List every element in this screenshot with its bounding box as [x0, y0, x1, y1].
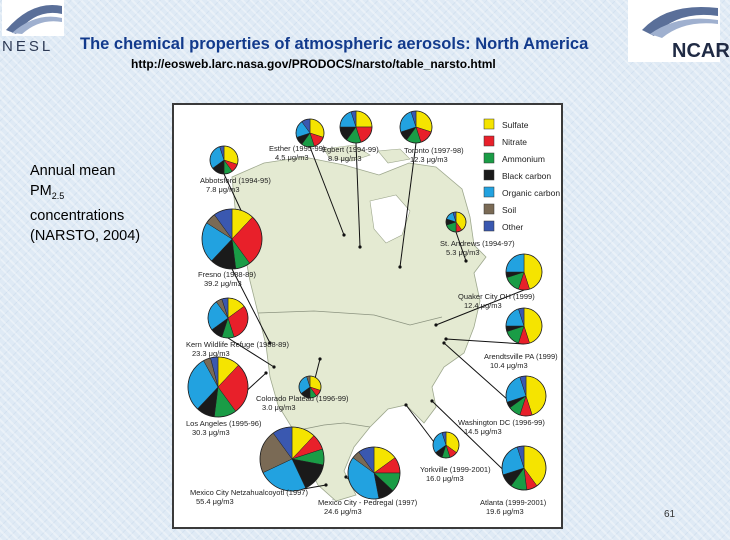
site-marker-yorkville-1999-2001	[404, 403, 407, 406]
site-value-arendtsville-pa-1999: 10.4 μg/m3	[490, 361, 528, 370]
slide-title: The chemical properties of atmospheric aerosols: North America	[80, 35, 589, 53]
aerosol-map	[174, 105, 561, 527]
legend-swatch-organic-carbon	[484, 187, 494, 197]
pie-washington-dc-1996-99	[506, 376, 546, 416]
site-name-colorado-plateau-1996-99: Colorado Plateau (1996-99)	[256, 394, 349, 403]
site-name-washington-dc-1996-99: Washington DC (1996-99)	[458, 418, 545, 427]
site-marker-toronto-1997-98	[398, 265, 401, 268]
site-marker-esther-1995-99	[342, 233, 345, 236]
site-name-atlanta-1999-2001: Atlanta (1999-2001)	[480, 498, 547, 507]
legend-label-nitrate: Nitrate	[502, 137, 528, 147]
pie-quaker-city-oh-1999	[506, 254, 542, 290]
site-value-kern-wildlife-refuge-1988-89: 23.3 μg/m3	[192, 349, 230, 358]
nesl-logo	[0, 0, 66, 64]
legend-swatch-black-carbon	[484, 170, 494, 180]
pie-esther-1995-99	[296, 119, 324, 147]
site-name-kern-wildlife-refuge-1988-89: Kern Wildlife Refuge (1988-89)	[186, 340, 289, 349]
site-marker-st-andrews-1994-97	[464, 259, 467, 262]
caption-line-3: concentrations	[30, 207, 125, 224]
site-value-yorkville-1999-2001: 16.0 μg/m3	[426, 474, 464, 483]
site-marker-arendtsville-pa-1999	[444, 337, 447, 340]
site-name-toronto-1997-98: Toronto (1997-98)	[404, 146, 464, 155]
legend-swatch-soil	[484, 204, 494, 214]
legend-swatch-nitrate	[484, 136, 494, 146]
legend-label-organic-carbon: Organic carbon	[502, 188, 561, 198]
site-marker-egbert-1994-99	[358, 245, 361, 248]
legend-swatch-other	[484, 221, 494, 231]
site-value-abbotsford-1994-95: 7.8 μg/m3	[206, 185, 240, 194]
site-marker-los-angeles-1995-96	[264, 371, 267, 374]
site-value-toronto-1997-98: 12.3 μg/m3	[410, 155, 448, 164]
site-value-mexico-city-netzahualcoyotl-1997: 55.4 μg/m3	[196, 497, 234, 506]
pie-los-angeles-1995-96	[188, 357, 248, 417]
legend-swatch-ammonium	[484, 153, 494, 163]
site-value-colorado-plateau-1996-99: 3.0 μg/m3	[262, 403, 296, 412]
pie-fresno-1988-89	[202, 209, 262, 269]
pie-arendtsville-pa-1999	[506, 308, 542, 344]
pie-mexico-city-pedregal-1997	[348, 447, 400, 499]
pie-toronto-1997-98	[400, 111, 432, 143]
pie-abbotsford-1994-95	[210, 146, 238, 174]
site-marker-colorado-plateau-1996-99	[318, 357, 321, 360]
site-value-fresno-1988-89: 39.2 μg/m3	[204, 279, 242, 288]
legend-label-black-carbon: Black carbon	[502, 171, 552, 181]
pie-egbert-1994-99	[340, 111, 372, 143]
caption-line-2	[30, 181, 140, 206]
pie-atlanta-1999-2001	[502, 446, 546, 490]
site-value-washington-dc-1996-99: 14.5 μg/m3	[464, 427, 502, 436]
caption-pm: PM	[30, 183, 52, 199]
legend-label-ammonium: Ammonium	[502, 154, 545, 164]
pie-yorkville-1999-2001	[433, 432, 459, 458]
site-name-yorkville-1999-2001: Yorkville (1999-2001)	[420, 465, 491, 474]
pie-kern-wildlife-refuge-1988-89	[208, 298, 248, 338]
ncar-logo	[628, 0, 730, 66]
site-marker-atlanta-1999-2001	[430, 399, 433, 402]
site-name-abbotsford-1994-95: Abbotsford (1994-95)	[200, 176, 271, 185]
pie-mexico-city-netzahualcoyotl-1997	[260, 427, 324, 491]
site-name-arendtsville-pa-1999: Arendtsville PA (1999)	[484, 352, 558, 361]
site-name-los-angeles-1995-96: Los Angeles (1995-96)	[186, 419, 262, 428]
site-name-mexico-city-netzahualcoyotl-1997: Mexico City Netzahualcoyotl (1997)	[190, 488, 308, 497]
source-url: http://eosweb.larc.nasa.gov/PRODOCS/narsto/table_narsto.html	[131, 57, 496, 71]
nesl-logo-text: NESL	[2, 38, 54, 55]
site-value-quaker-city-oh-1999: 12.4 μg/m3	[464, 301, 502, 310]
site-name-egbert-1994-99: Egbert (1994-99)	[322, 145, 379, 154]
site-name-st-andrews-1994-97: St. Andrews (1994-97)	[440, 239, 515, 248]
site-name-fresno-1988-89: Fresno (1988-89)	[198, 270, 256, 279]
site-value-atlanta-1999-2001: 19.6 μg/m3	[486, 507, 524, 516]
site-value-egbert-1994-99: 8.9 μg/m3	[328, 154, 362, 163]
site-value-los-angeles-1995-96: 30.3 μg/m3	[192, 428, 230, 437]
legend-swatch-sulfate	[484, 119, 494, 129]
site-name-esther-1995-99: Esther (1995-99)	[269, 144, 326, 153]
pie-st-andrews-1994-97	[446, 212, 466, 232]
site-marker-kern-wildlife-refuge-1988-89	[272, 365, 275, 368]
site-marker-mexico-city-pedregal-1997	[344, 475, 347, 478]
caption-line-4: (NARSTO, 2004)	[30, 227, 141, 244]
site-marker-washington-dc-1996-99	[442, 341, 445, 344]
page-number: 61	[664, 509, 676, 520]
legend-label-other: Other	[502, 222, 524, 232]
site-value-st-andrews-1994-97: 5.3 μg/m3	[446, 248, 480, 257]
site-name-quaker-city-oh-1999: Quaker City OH (1999)	[458, 292, 535, 301]
caption-pm-subscript: 2.5	[51, 190, 65, 201]
site-name-mexico-city-pedregal-1997: Mexico City - Pedregal (1997)	[318, 498, 418, 507]
legend-label-sulfate: Sulfate	[502, 120, 529, 130]
ncar-logo-text: NCAR	[672, 40, 730, 62]
site-marker-quaker-city-oh-1999	[434, 323, 437, 326]
site-value-esther-1995-99: 4.5 μg/m3	[275, 153, 309, 162]
site-value-mexico-city-pedregal-1997: 24.6 μg/m3	[324, 507, 362, 516]
site-marker-mexico-city-netzahualcoyotl-1997	[324, 483, 327, 486]
caption	[30, 161, 140, 246]
caption-line-1: Annual mean	[30, 163, 116, 179]
legend-label-soil: Soil	[502, 205, 517, 215]
aerosol-map-figure	[172, 103, 563, 529]
nesl-logo-swoosh	[2, 0, 64, 36]
